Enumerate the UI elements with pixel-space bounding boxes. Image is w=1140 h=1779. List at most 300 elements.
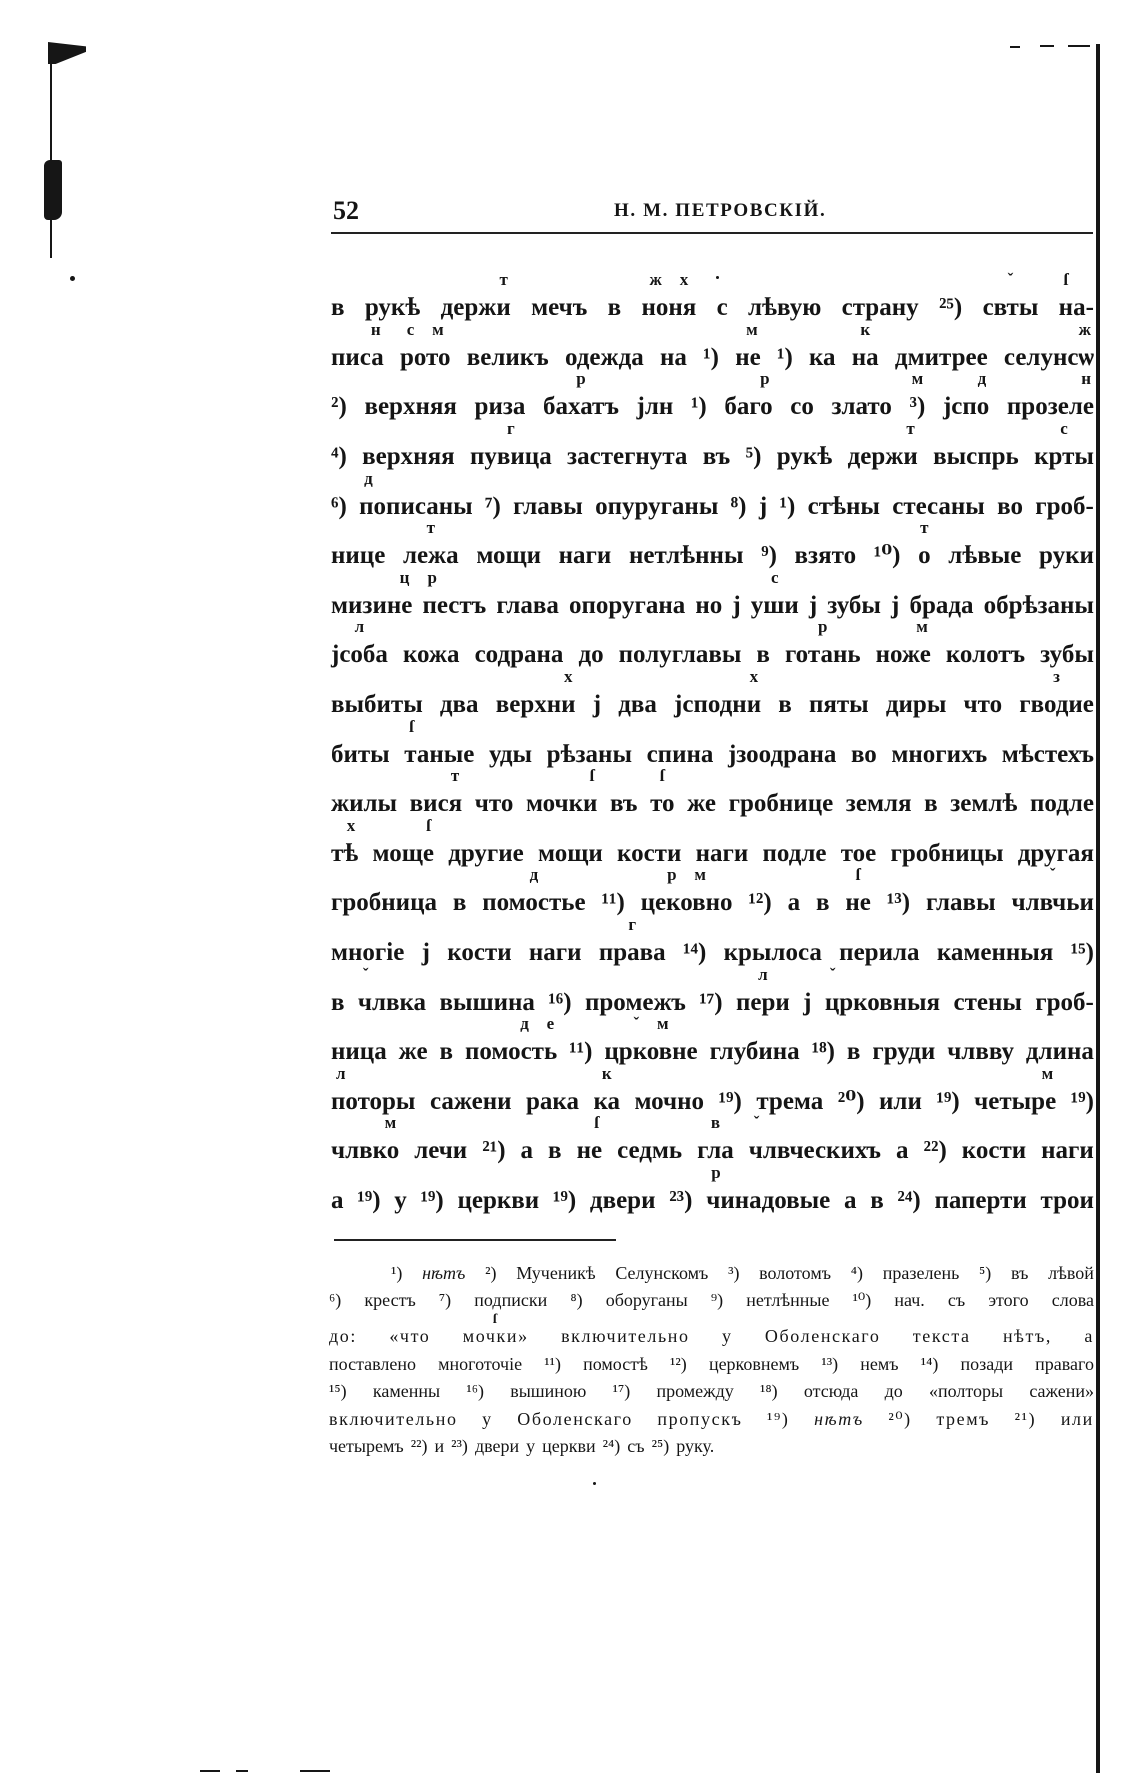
- word: [516, 1263, 595, 1283]
- footnote-ref-text: ⁸): [730, 492, 747, 520]
- footnote-ref-text: ¹⁴): [920, 1353, 939, 1374]
- word: [676, 1436, 714, 1456]
- word-text: уды: [488, 740, 533, 768]
- word-text: а: [331, 1186, 344, 1214]
- word: [891, 839, 1004, 868]
- footnote-ref-text: ²): [331, 393, 347, 421]
- word: [359, 468, 473, 521]
- footnote-ref: [1015, 1409, 1037, 1429]
- footnote-ref: [936, 1087, 959, 1116]
- word-text: мѣстехъ: [1001, 740, 1094, 768]
- word-text: ноже: [875, 641, 931, 669]
- word-text: крестъ: [364, 1290, 416, 1311]
- footnote-ref: [570, 1290, 582, 1310]
- word-text: пописаны: [359, 492, 473, 520]
- word-text: уши: [750, 591, 799, 619]
- word: [585, 988, 686, 1017]
- word-text: нетлѣнные: [746, 1290, 830, 1311]
- word-text: трои: [1040, 1186, 1094, 1214]
- word-text: подле: [1030, 790, 1094, 818]
- word: [964, 690, 1003, 719]
- footnote-ref: [357, 1186, 380, 1215]
- word: [422, 567, 487, 620]
- word: [476, 541, 541, 570]
- word: [435, 1436, 445, 1456]
- word-text: опуруганы: [595, 492, 719, 520]
- word-text: јсоба: [331, 641, 388, 669]
- word-text: подписки: [474, 1290, 548, 1311]
- word: [1026, 1037, 1094, 1066]
- word-text: держи: [440, 294, 511, 322]
- word: [610, 789, 637, 818]
- footnote-ref-text: ¹⁹): [718, 1087, 742, 1115]
- word: [784, 617, 861, 669]
- word-text: помостье: [482, 889, 586, 917]
- word: [886, 690, 946, 719]
- word-text: главы: [925, 889, 996, 917]
- footnote-ref: [329, 1381, 347, 1401]
- footnote-ref: [746, 442, 762, 471]
- word-text: «полторы: [929, 1381, 1004, 1402]
- word: [687, 789, 716, 818]
- page-body-text: [331, 270, 1094, 1225]
- footnote-ref: [691, 392, 707, 421]
- footnote-ref-text: ⁵): [745, 443, 762, 471]
- word-text: верхни: [495, 691, 576, 719]
- superscript-letter: ſ: [426, 815, 431, 835]
- superscript-letter: н: [1081, 369, 1091, 389]
- word: [1039, 541, 1094, 570]
- word-text: гводие: [1019, 691, 1094, 719]
- word-text: мизине: [331, 591, 413, 619]
- superscript-letter: ˇ м: [633, 1014, 669, 1034]
- superscript-letter: р: [427, 567, 437, 587]
- word-text: руки: [1039, 542, 1094, 570]
- word: [606, 1290, 688, 1310]
- word: [402, 518, 459, 570]
- word: [722, 1326, 733, 1346]
- word-text: содрана: [474, 641, 564, 669]
- word: [808, 492, 880, 521]
- footnote-ref: [939, 293, 962, 322]
- footnote-ref: [569, 1037, 592, 1066]
- word: [495, 667, 576, 719]
- word-text: не: [735, 343, 761, 371]
- word-text: свты: [982, 294, 1039, 322]
- word: [913, 1326, 971, 1346]
- word-text: подле: [762, 839, 827, 867]
- word-text: ј: [808, 591, 818, 619]
- word-text: земля: [845, 790, 912, 818]
- footnote-ref-text: ⁶): [329, 1290, 342, 1311]
- superscript-letter: ſ: [492, 1312, 499, 1328]
- word: [1003, 319, 1094, 372]
- word: [440, 270, 511, 322]
- footnote-ref-text: ²⁴): [897, 1186, 921, 1214]
- word-text: рото: [399, 343, 451, 371]
- word-text: јспо: [942, 393, 990, 421]
- word: [1011, 1263, 1028, 1283]
- word-text: о: [918, 542, 931, 570]
- footnote-ref-text: ¹⁵): [329, 1381, 347, 1402]
- text-line: [331, 915, 1094, 978]
- superscript-letter: т: [499, 270, 508, 290]
- word-text: в: [452, 889, 467, 917]
- word: [839, 938, 919, 967]
- word: [756, 1087, 823, 1116]
- word: [438, 1354, 522, 1374]
- footnote-ref-text: ¹): [690, 393, 707, 421]
- word: [953, 988, 1021, 1017]
- word: [891, 740, 987, 769]
- footnote-ref-text: ¹⁶): [548, 988, 572, 1016]
- word: [394, 1186, 407, 1215]
- footnote-ref-text: ⁵): [979, 1262, 992, 1283]
- word-text: церковнемъ: [708, 1353, 800, 1374]
- footnote-ref: [979, 1263, 991, 1283]
- footnote-ref-text: ¹⁹): [767, 1408, 790, 1429]
- word-text: седмь: [617, 1137, 683, 1165]
- superscript-letter: м: [916, 617, 928, 637]
- word-text: и: [434, 1436, 445, 1457]
- word: [891, 591, 899, 620]
- footnote-ref: [451, 1436, 468, 1456]
- footnote-ref-text: ¹): [776, 343, 793, 371]
- word-text: отсюда: [803, 1381, 859, 1402]
- word: [804, 1381, 859, 1401]
- word: [364, 1290, 415, 1310]
- footnote-ref-text: ²⁵): [938, 294, 963, 322]
- superscript-letter: м: [1041, 1063, 1054, 1083]
- word-text: глава: [496, 591, 559, 619]
- footnote-ref-text: ⁴): [331, 443, 347, 471]
- word-text: то: [650, 790, 675, 818]
- word-text: что: [474, 790, 514, 818]
- word-text: биты: [331, 740, 390, 768]
- word: [841, 839, 877, 868]
- word-text: а: [843, 1186, 857, 1214]
- word-text: рака: [526, 1087, 579, 1115]
- word: [824, 964, 941, 1017]
- word-text: мечъ: [531, 294, 588, 322]
- word-text: же: [687, 790, 717, 818]
- word: [329, 1409, 458, 1429]
- footnote-ref-text: ¹¹): [569, 1038, 593, 1066]
- word-text: в: [548, 1137, 562, 1165]
- footnote-ref: [669, 1186, 692, 1215]
- footnote-ref-text: ¹⁹): [1070, 1087, 1094, 1115]
- footnote-rule: [334, 1239, 616, 1241]
- word: [1003, 1326, 1052, 1346]
- word: [608, 293, 622, 322]
- word-text: в: [815, 889, 830, 917]
- word: [399, 1037, 428, 1066]
- word-text: великъ: [466, 343, 549, 371]
- footnote-ref: [420, 1186, 443, 1215]
- word: [475, 640, 564, 669]
- word: [1029, 1381, 1094, 1401]
- superscript-letter: р: [711, 1162, 721, 1182]
- word: [1006, 369, 1094, 421]
- footnote-ref-text: ²³): [451, 1436, 468, 1457]
- word-text: ница: [331, 1038, 387, 1066]
- word: [872, 1037, 935, 1066]
- footnote-ref: [329, 1290, 341, 1310]
- word: [457, 1186, 539, 1215]
- footnote-ref: [1071, 938, 1094, 967]
- footnote-ref: [711, 1290, 723, 1310]
- word: [559, 541, 612, 570]
- word-text: двери: [589, 1186, 656, 1214]
- word: [593, 1063, 620, 1116]
- word: [1040, 1186, 1093, 1215]
- word: [717, 293, 728, 322]
- text-line: [331, 667, 1094, 730]
- scan-bottom-dash: [200, 1770, 220, 1772]
- footnote-ref-text: ¹⁹): [420, 1186, 444, 1214]
- word: [695, 591, 722, 620]
- superscript-letter: ж: [1078, 319, 1091, 339]
- word-text: крты: [1034, 443, 1094, 471]
- word: [942, 369, 990, 421]
- word-text: перила: [839, 939, 920, 967]
- footnote-ref: [874, 541, 901, 570]
- word: [809, 343, 836, 372]
- word-text: лѣвую: [748, 294, 822, 322]
- footnote-ref-text: ¹⁹): [357, 1186, 381, 1214]
- footnote-ref-text: ¹⁵): [1070, 939, 1094, 967]
- word-text: зубы: [1040, 641, 1094, 669]
- word: [1048, 1263, 1094, 1283]
- word: [439, 988, 534, 1017]
- superscript-letter: ˇ: [753, 1113, 760, 1133]
- word: [851, 740, 877, 769]
- word: [440, 690, 479, 719]
- footnote-ref-text: ¹⁰): [852, 1290, 872, 1311]
- word-text: или: [879, 1087, 922, 1115]
- footnote-ref: [601, 888, 624, 917]
- word-text: пропускъ: [657, 1408, 743, 1429]
- word: [790, 392, 814, 421]
- word: [934, 1186, 1026, 1215]
- footnote-line: [329, 1286, 1094, 1313]
- superscript-letter: ſ: [594, 1113, 600, 1133]
- word: [735, 964, 790, 1017]
- word-text: мощи: [538, 839, 603, 867]
- word: [860, 1354, 898, 1374]
- word: [816, 888, 830, 917]
- word: [803, 988, 811, 1017]
- word-text: злато: [831, 393, 892, 421]
- word-text: диры: [885, 691, 947, 719]
- word: [765, 1326, 881, 1346]
- word-text: дмитрее: [894, 343, 988, 371]
- superscript-letter: т: [920, 518, 929, 538]
- word-text: лѣвой: [1048, 1262, 1094, 1283]
- word-text: стѣны: [807, 492, 880, 520]
- word: [364, 392, 456, 421]
- superscript-letter: х: [749, 667, 759, 687]
- superscript-letter: м: [746, 319, 758, 339]
- word: [1018, 839, 1094, 868]
- word-text: поторы: [331, 1087, 416, 1115]
- footnote-ref-text: ⁹): [710, 1290, 724, 1311]
- word-text: нетлѣнны: [628, 542, 744, 570]
- word-text: двери: [474, 1436, 520, 1457]
- word: [469, 419, 552, 471]
- word-text: Оболенскаго: [517, 1408, 633, 1429]
- word: [598, 915, 666, 967]
- word: [448, 839, 524, 868]
- word-text: гробнице: [728, 790, 834, 818]
- word: [399, 319, 451, 372]
- footnote-ref: [544, 1354, 561, 1374]
- footnote-ref: [331, 442, 347, 471]
- word: [331, 567, 413, 620]
- footnote-ref-text: ¹⁰): [873, 542, 901, 570]
- word: [1011, 865, 1094, 917]
- word: [870, 1186, 884, 1215]
- word-text: промежъ: [585, 988, 686, 1016]
- text-line: [331, 964, 1094, 1027]
- word: [526, 1087, 579, 1116]
- word: [561, 1326, 690, 1346]
- word: [759, 1263, 831, 1283]
- footnote-ref: [485, 1263, 496, 1283]
- word: [929, 1381, 1003, 1401]
- scan-bottom-dash: [300, 1770, 330, 1772]
- footnote-ref-text: ¹²): [670, 1353, 687, 1374]
- word: [464, 1014, 558, 1066]
- word: [1035, 1354, 1094, 1374]
- scan-speck: [716, 276, 719, 279]
- word-text: наги: [558, 542, 612, 570]
- word-text: цековно: [640, 889, 733, 917]
- word-text: слова: [1051, 1290, 1094, 1311]
- footnote-ref-text: ²²): [923, 1137, 947, 1165]
- text-line: [331, 865, 1094, 928]
- word: [447, 938, 511, 967]
- footnote-ref-text: ¹⁹): [552, 1186, 577, 1214]
- footnote-ref: [851, 1263, 863, 1283]
- word: [809, 690, 869, 719]
- word: [538, 839, 603, 868]
- word-text: ноня: [641, 294, 697, 322]
- word: [496, 591, 559, 620]
- word: [513, 492, 583, 521]
- word-text: јзоодрана: [727, 740, 837, 768]
- word-text: у: [526, 1436, 536, 1457]
- word-text: пестъ: [422, 591, 487, 619]
- superscript-letter: ж х: [649, 270, 689, 290]
- text-line: [331, 815, 1094, 879]
- word: [847, 419, 918, 471]
- superscript-letter: р: [818, 617, 828, 637]
- word-text: сажени»: [1029, 1381, 1094, 1402]
- word: [331, 541, 385, 570]
- word-text: обрѣзаны: [983, 591, 1094, 619]
- word: [526, 1436, 535, 1456]
- word: [409, 766, 463, 818]
- word: [827, 591, 881, 620]
- word: [879, 1087, 922, 1116]
- word-text: готань: [784, 641, 861, 669]
- footnote-ref-text: ³): [728, 1262, 740, 1283]
- word-text: глубина: [709, 1038, 800, 1066]
- footnote-ref-text: ¹): [391, 1262, 403, 1283]
- word-text: нѣтъ: [814, 1408, 864, 1429]
- word: [365, 293, 420, 322]
- text-line: [331, 270, 1094, 333]
- word-text: пяты: [808, 691, 869, 719]
- word: [372, 815, 434, 868]
- footnote-ref-text: ¹⁴): [682, 939, 707, 967]
- word: [1041, 1136, 1094, 1165]
- word: [595, 492, 718, 521]
- word-text: два: [439, 691, 479, 719]
- word-text: нач.: [894, 1290, 925, 1311]
- word-text: другая: [1017, 839, 1094, 867]
- word: [525, 766, 598, 818]
- word: [948, 541, 1021, 570]
- word-text: лечи: [414, 1137, 468, 1165]
- word: [576, 1113, 603, 1165]
- word-text: с: [716, 294, 728, 322]
- word: [489, 740, 532, 769]
- word: [696, 839, 749, 868]
- word-text: этого: [988, 1290, 1029, 1311]
- word: [647, 740, 714, 769]
- page-number: 52: [333, 196, 359, 225]
- word-text: јсподни: [674, 691, 762, 719]
- word: [567, 442, 687, 471]
- footnote-ref-text: ²⁰): [888, 1408, 912, 1429]
- word-text: пери: [735, 988, 790, 1016]
- word-text: члвву: [947, 1038, 1014, 1066]
- word: [729, 789, 834, 818]
- word-text: помостѣ: [583, 1353, 648, 1374]
- text-line: [331, 766, 1094, 829]
- footnote-ref: [331, 392, 347, 421]
- word: [634, 1087, 704, 1116]
- footnote-ref: [719, 1087, 742, 1116]
- text-line: [331, 1162, 1094, 1226]
- word-text: промежду: [656, 1381, 734, 1402]
- word: [1052, 1290, 1094, 1310]
- word: [331, 1186, 344, 1215]
- footnote-ref: [411, 1436, 428, 1456]
- superscript-letter: н: [370, 319, 381, 339]
- word: [474, 1290, 547, 1310]
- word: [982, 270, 1039, 322]
- word-text: поставлено: [329, 1353, 417, 1374]
- scan-bottom-dash: [236, 1770, 248, 1772]
- superscript-letter: ſ: [1063, 270, 1069, 290]
- word: [619, 640, 742, 669]
- word-text: лежа: [402, 542, 459, 570]
- word-text: до: [884, 1381, 903, 1402]
- word: [482, 865, 586, 917]
- word: [331, 617, 388, 669]
- word: [710, 1037, 800, 1066]
- word-text: Оболенскаго: [764, 1326, 881, 1347]
- word-text: празелень: [882, 1262, 960, 1283]
- word: [674, 667, 762, 719]
- footnote-ref-text: ²⁰): [837, 1087, 865, 1115]
- word: [894, 1290, 924, 1310]
- word-text: крылоса: [723, 939, 822, 967]
- word: [543, 369, 619, 421]
